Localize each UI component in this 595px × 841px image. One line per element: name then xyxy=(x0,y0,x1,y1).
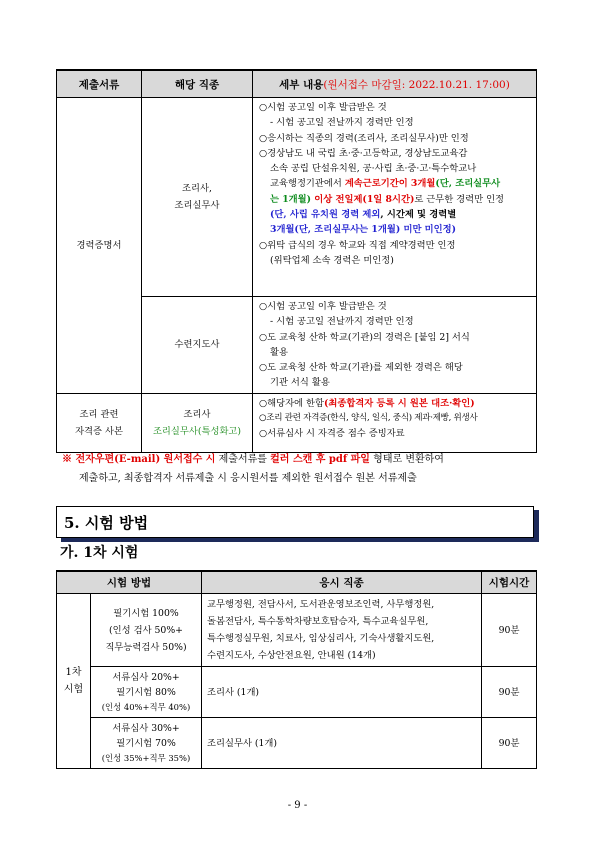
jobs-cell xyxy=(202,667,482,718)
cook-job-line: 조리실무사 xyxy=(174,200,220,211)
detail-blue-text: (단, 사립 유치원 경력 제외 xyxy=(270,209,381,221)
method-cell xyxy=(91,594,202,667)
time-cell: 90분 xyxy=(482,667,537,718)
detail-line xyxy=(259,207,532,222)
deadline-text: (원서접수 마감일: 2022.10.21. 17:00) xyxy=(323,78,510,91)
jobs-cell xyxy=(202,594,482,667)
cook-job-line: 조리사, xyxy=(182,183,212,194)
detail-line: ○조리 관련 자격증(한식, 양식, 일식, 중식) 제과·제빵, 위생사 xyxy=(259,413,478,424)
detail-blue-text: 미만 미인정) xyxy=(400,224,457,236)
note-mark: ※ xyxy=(62,454,76,465)
detail-red-text: (최종합격자 등록 시 원본 대조·확인) xyxy=(323,397,475,409)
table-row xyxy=(57,98,537,297)
detail-line: ○도 교육청 산하 학교(기관)를 제외한 경력은 해당 xyxy=(259,362,463,374)
method-line: (인성 40%+직무 40%) xyxy=(101,701,191,712)
cert-job-line: 조리사 xyxy=(183,408,211,420)
header-job: 해당 직종 xyxy=(142,70,253,98)
table-row xyxy=(57,718,537,769)
detail-line xyxy=(259,396,532,411)
mentor-job-cell: 수련지도사 xyxy=(142,297,253,394)
subsection-title: 가. 1차 시험 xyxy=(60,545,139,561)
detail-green-text: (단, 조리실무사 xyxy=(435,178,501,190)
method-line: 필기시험 70% xyxy=(116,737,176,749)
cook-job-cell xyxy=(142,98,253,297)
mentor-detail-cell xyxy=(253,297,537,394)
cert-doc-cell xyxy=(57,393,142,452)
method-line: (인성 35%+직무 35%) xyxy=(101,752,191,763)
section-header xyxy=(56,506,534,538)
round-label-cell xyxy=(57,594,91,769)
method-line: (인성 검사 50%+ xyxy=(109,624,183,636)
detail-line: 기관 서식 활용 xyxy=(270,377,330,389)
note-red-text: 컬러 스캔 후 pdf 파일 xyxy=(270,454,370,465)
detail-line: ○시험 공고일 이후 발급받은 것 xyxy=(259,102,387,113)
jobs-line: 조리사 (1개) xyxy=(207,686,260,698)
jobs-line: 교무행정원, 전담사서, 도서관운영보조인력, 사무행정원, xyxy=(207,599,435,610)
cert-doc-line: 자격증 사본 xyxy=(75,425,123,437)
cert-detail-cell xyxy=(253,393,537,452)
time-cell: 90분 xyxy=(482,594,537,667)
time-cell: 90분 xyxy=(482,718,537,769)
table-row xyxy=(57,594,537,667)
note-line xyxy=(62,450,542,469)
detail-bold-text: , 시간제 및 경력별 xyxy=(380,209,457,221)
header-time: 시험시간 xyxy=(482,571,537,594)
detail-line: ○서류심사 시 자격증 점수 증빙자료 xyxy=(259,428,405,440)
submission-documents-table xyxy=(56,69,537,453)
cook-detail-cell xyxy=(253,98,537,297)
table-row xyxy=(57,393,537,452)
method-line: 서류심사 30%+ xyxy=(112,722,180,734)
method-line: 필기시험 100% xyxy=(113,607,179,619)
detail-line: ○도 교육청 산하 학교(기관)의 경력은 [붙임 2] 서식 xyxy=(259,331,470,343)
jobs-line: 조리실무사 (1개) xyxy=(207,737,278,749)
method-line: 서류심사 20%+ xyxy=(112,671,180,683)
note-text: 형태로 변환하여 xyxy=(369,454,444,465)
page-number: - 9 - xyxy=(287,800,308,811)
detail-line: 소속 공립 단설유치원, 공·사립 초·중·고·특수학교나 xyxy=(270,163,477,175)
cert-job-line-green: 조리실무사(특성화고) xyxy=(152,425,242,437)
table-header-row xyxy=(57,571,537,594)
method-cell xyxy=(91,718,202,769)
header-method: 시험 방법 xyxy=(57,571,202,594)
detail-green-text: 는 1개월) xyxy=(270,193,312,205)
header-jobs: 응시 직종 xyxy=(202,571,482,594)
detail-line xyxy=(259,176,532,191)
section-title: 5. 시험 방법 xyxy=(64,514,149,532)
table-header-row xyxy=(57,70,537,98)
round-label-line: 시험 xyxy=(63,684,84,695)
detail-line: - 시험 공고일 전날까지 경력만 인정 xyxy=(270,117,414,129)
detail-red-text: 계속근로기간이 3개월 xyxy=(344,178,436,190)
detail-line xyxy=(259,222,532,237)
detail-line: ○경상남도 내 국립 초·중·고등학교, 경상남도교육감 xyxy=(259,147,468,159)
method-line: 필기시험 80% xyxy=(116,686,176,698)
note-text: 제출서류를 xyxy=(215,454,271,465)
header-detail xyxy=(253,70,537,98)
method-cell xyxy=(91,667,202,718)
detail-text: 교육행정기관에서 xyxy=(270,178,345,190)
email-submission-note xyxy=(62,450,542,488)
note-red-text: 전자우편(E-mail) 원서접수 시 xyxy=(75,454,216,465)
detail-line: (위탁업체 소속 경력은 미인정) xyxy=(270,254,394,266)
detail-line: - 시험 공고일 전날까지 경력만 인정 xyxy=(270,316,414,328)
round-label-line: 1차 xyxy=(65,667,82,678)
detail-line xyxy=(259,192,532,207)
jobs-line: 돌봄전담사, 특수통학차량보호탑승자, 특수교육실무원, xyxy=(207,616,429,627)
cert-doc-line: 조리 관련 xyxy=(79,408,119,420)
detail-text: 로 근무한 경력만 인정 xyxy=(414,193,505,205)
detail-line: 활용 xyxy=(270,346,288,358)
header-detail-prefix: 세부 내용 xyxy=(279,78,324,91)
detail-line: ○시험 공고일 이후 발급받은 것 xyxy=(259,301,387,312)
detail-line: ○응시하는 직종의 경력(조리사, 조리실무사)만 인정 xyxy=(259,132,469,144)
career-doc-cell: 경력증명서 xyxy=(57,98,142,394)
detail-blue-text: 3개월(단, 조리실무사는 1개월) xyxy=(270,224,401,236)
method-line: 직무능력검사 50%) xyxy=(105,641,187,653)
jobs-line: 특수행정실무원, 치료사, 임상심리사, 기숙사생활지도원, xyxy=(207,633,435,644)
detail-red-text: 이상 전일제(1일 8시간) xyxy=(311,193,415,205)
detail-text: ○해당자에 한함 xyxy=(259,397,324,409)
jobs-line: 수련지도사, 수상안전요원, 안내원 (14개) xyxy=(207,650,376,661)
cert-job-cell xyxy=(142,393,253,452)
note-line: 제출하고, 최종합격자 서류제출 시 응시원서를 제외한 원서접수 원본 서류제출 xyxy=(79,473,417,484)
header-doc: 제출서류 xyxy=(57,70,142,98)
exam-method-table xyxy=(56,570,537,769)
jobs-cell xyxy=(202,718,482,769)
table-row xyxy=(57,667,537,718)
detail-line: ○위탁 급식의 경우 학교와 직접 계약경력만 인정 xyxy=(259,239,456,251)
